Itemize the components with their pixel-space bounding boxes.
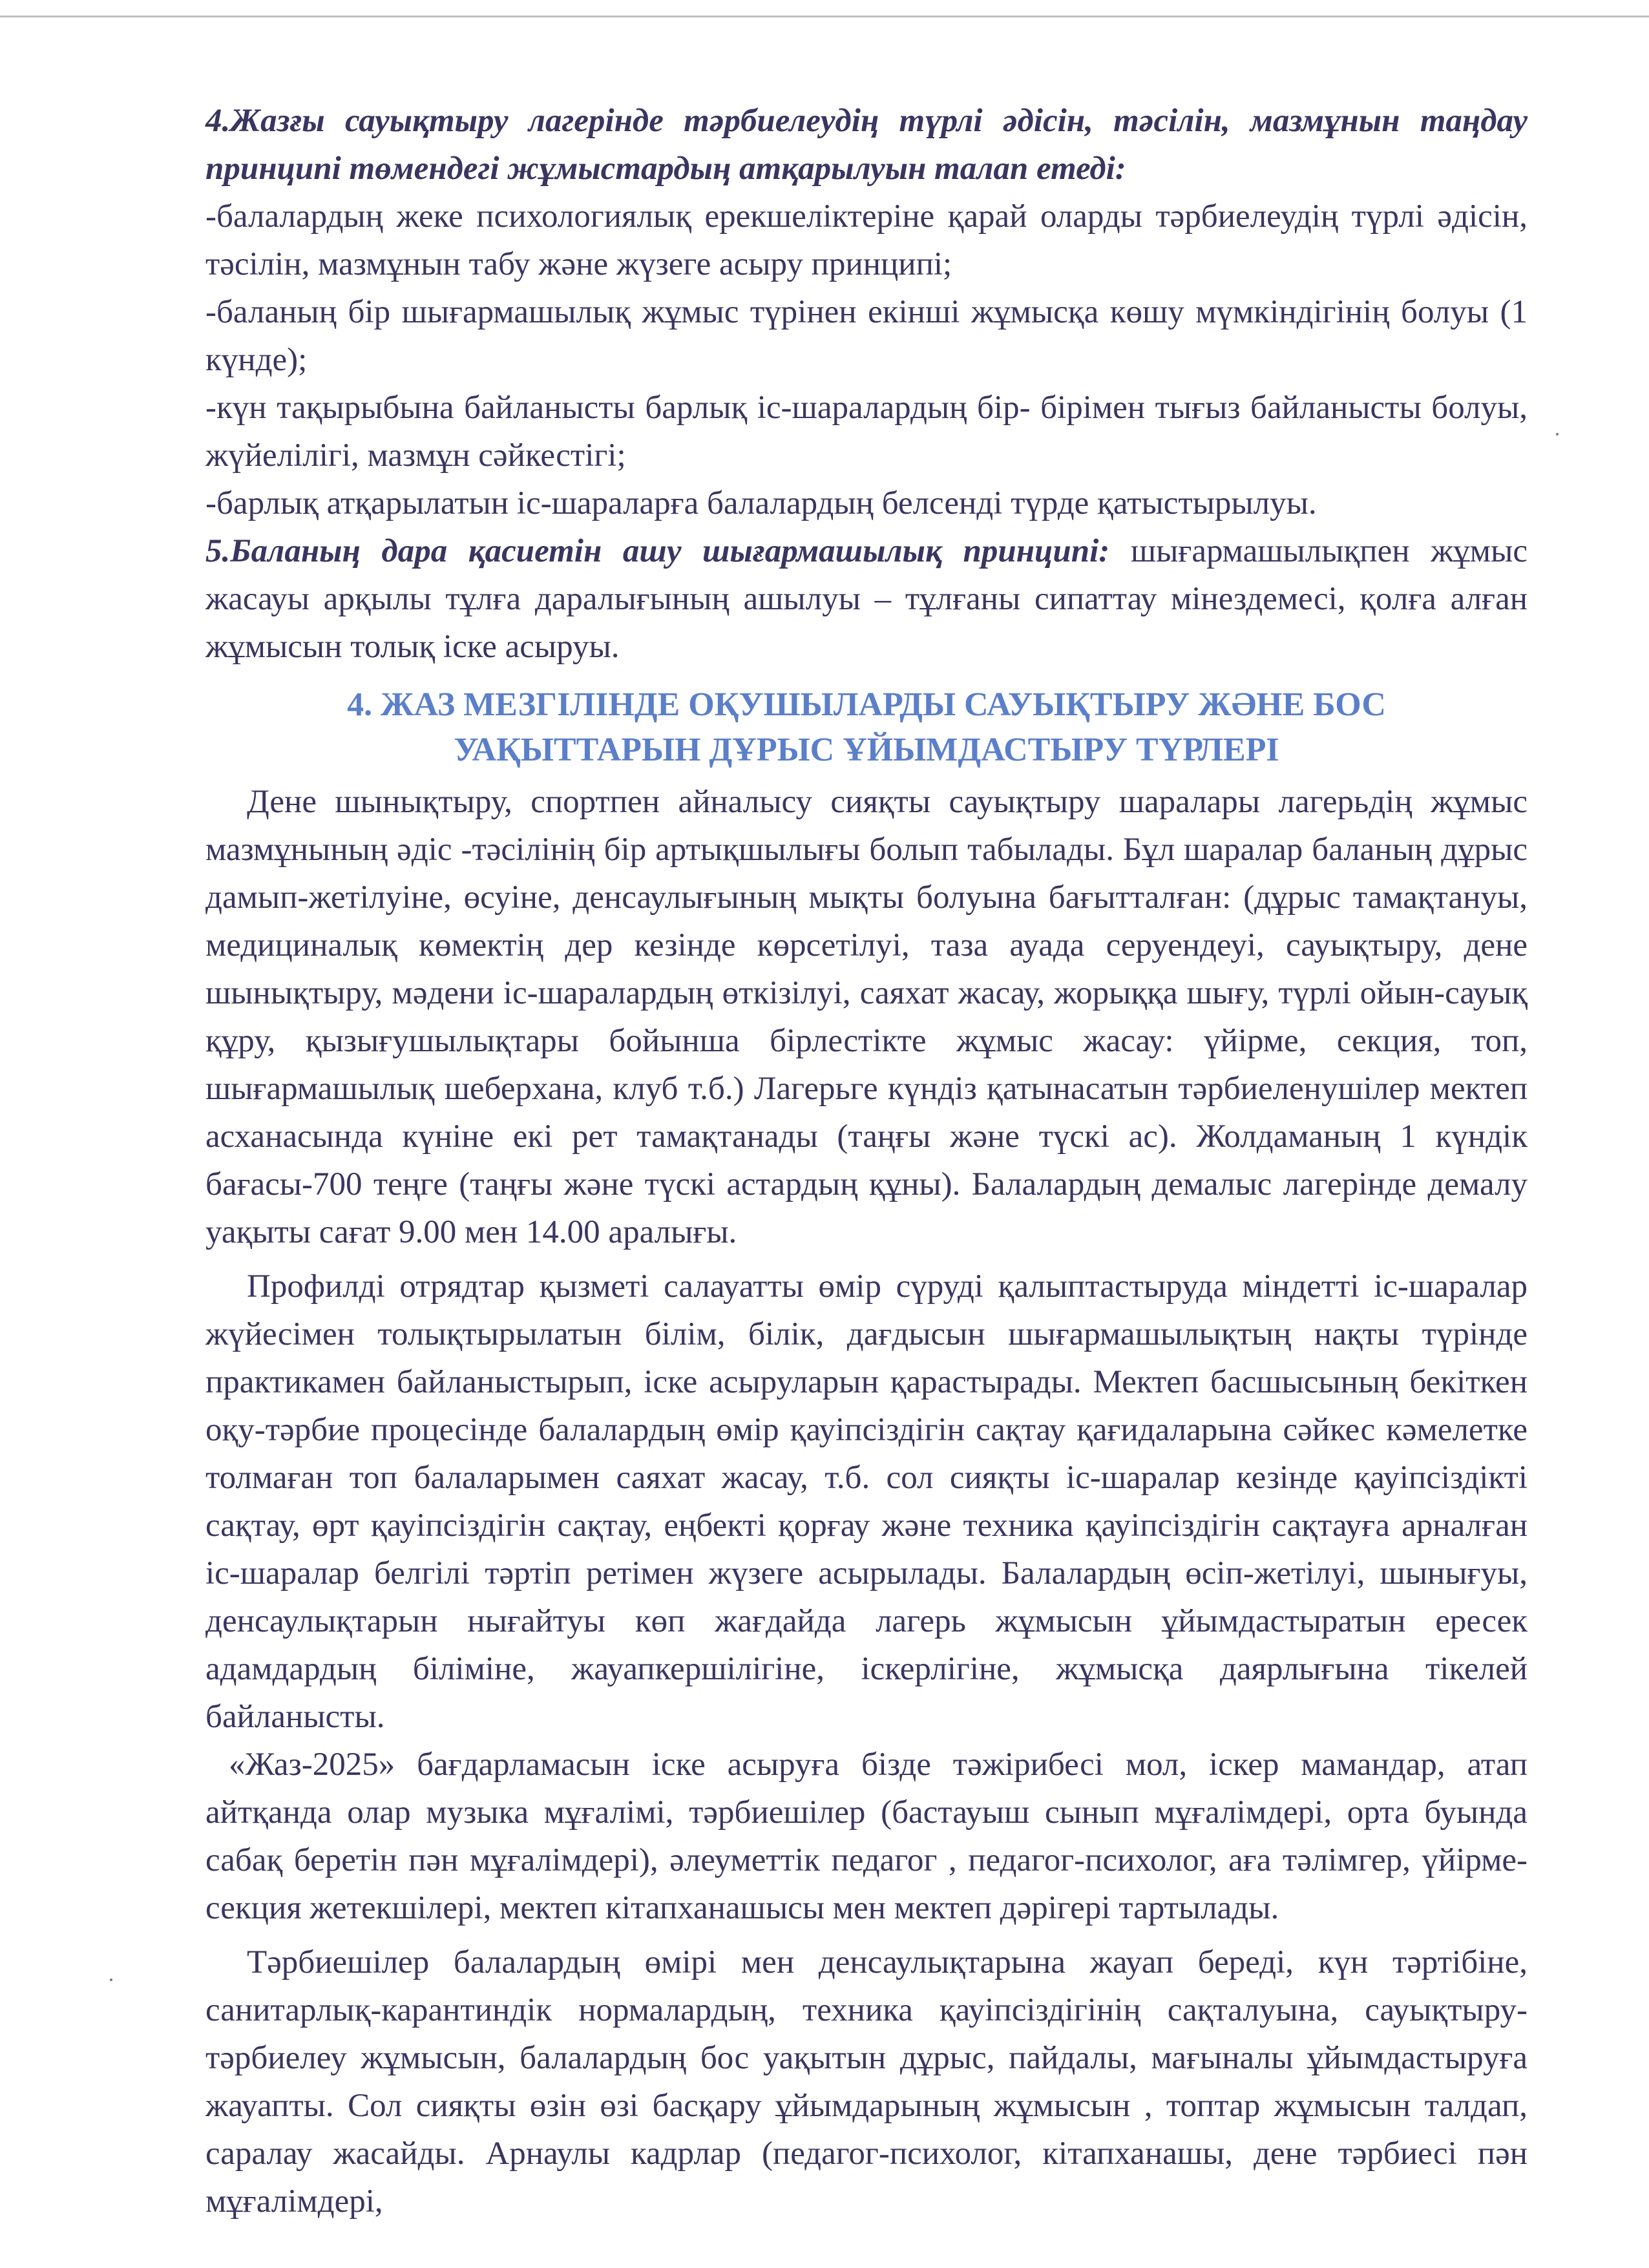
principle-4-heading: 4.Жазғы сауықтыру лагерінде тәрбиелеудің түрлі әдісін, тәсілін, мазмұнын таңдау принципі төмендегі жұмыстардың атқарылуын талап етеді: bbox=[205, 103, 1528, 187]
principle-4-block bbox=[205, 97, 1528, 193]
principle-5-text: шығармашылықпен жұмыс жасауы арқылы тұлға даралығының ашылуы – тұлғаны сипаттау мінездемесі, қолға алған жұмысын толық іске асыруы. bbox=[205, 533, 1528, 665]
principle-5-heading: 5.Баланың дара қасиетін ашу шығармашылық принципі: bbox=[205, 533, 1110, 569]
principle-4-item: -баланың бір шығармашылық жұмыс түрінен екінші жұмысқа көшу мүмкіндігінің болуы (1 күнде); bbox=[205, 294, 1528, 378]
chapter-4-title-line-2: УАҚЫТТАРЫН ДҰРЫС ҰЙЫМДАСТЫРУ ТҮРЛЕРІ bbox=[454, 731, 1279, 768]
document-page bbox=[205, 97, 1528, 2225]
principle-4-item: -балалардың жеке психологиялық ерекшеліктеріне қарай оларды тәрбиелеудің түрлі әдісін, тәсілін, мазмұнын табу және жүзеге асыру принципі; bbox=[205, 198, 1528, 282]
chapter-4-title bbox=[205, 682, 1528, 773]
chapter-4-paragraph: Дене шынықтыру, спортпен айналысу сияқты сауықтыру шаралары лагерьдің жұмыс мазмұнының әдіс -тәсілінің бір артықшылығы болып табылады. Бұл шаралар баланың дұрыс дамып-жетілуіне, өсуіне, денсаулығының мықты болуына бағытталған: (дұрыс тамақтануы, медициналық көмектің дер кезінде көрсетілуі, таза ауада серуендеуі, сауықтыру, дене шынықтыру, мәдени іс-шаралардың өткізілуі, саяхат жасау, жорыққа шығу, түрлі ойын-сауық құру, қызығушылықтары бойынша бірлестікте жұмыс жасау: үйірме, секция, топ, шығармашылық шеберхана, клуб т.б.) Лагерьге күндіз қатынасатын тәрбиеленушілер мектеп асханасында күніне екі рет тамақтанады (таңғы және түскі ас). Жолдаманың 1 күндік бағасы-700 теңге (таңғы және түскі астардың құны). Балалардың демалыс лагерінде демалу уақыты сағат 9.00 мен 14.00 аралығы. bbox=[205, 784, 1528, 1250]
chapter-4-paragraph: «Жаз-2025» бағдарламасын іске асыруға бізде тәжірибесі мол, іскер мамандар, атап айтқанда олар музыка мұғалімі, тәрбиешілер (бастауыш сынып мұғалімдері, орта буында сабақ беретін пән мұғалімдері), әлеуметтік педагог , педагог-психолог, аға тәлімгер, үйірме-секция жетекшілері, мектеп кітапханашысы мен мектеп дәрігері тартылады. bbox=[205, 1747, 1528, 1926]
principle-5-block bbox=[205, 527, 1528, 671]
chapter-4-paragraph: Тәрбиешілер балалардың өмірі мен денсаулықтарына жауап береді, күн тәртібіне, санитарлық-карантиндік нормалардың, техника қауіпсіздігінің сақталуына, сауықтыру-тәрбиелеу жұмысын, балалардың бос уақытын дұрыс, пайдалы, мағыналы ұйымдастыруға жауапты. Сол сияқты өзін өзі басқару ұйымдарының жұмысын , топтар жұмысын талдап, саралау жасайды. Арнаулы кадрлар (педагог-психолог, кітапханашы, дене тәрбиесі пән мұғалімдері, bbox=[205, 1944, 1528, 2220]
chapter-4-paragraph: Профилді отрядтар қызметі салауатты өмір сүруді қалыптастыруда міндетті іс-шаралар жүйесімен толықтырылатын білім, білік, дағдысын шығармашылықтың нақты түрінде практикамен байланыстырып, іске асыруларын қарастырады. Мектеп басшысының бекіткен оқу-тәрбие процесінде балалардың өмір қауіпсіздігін сақтау қағидаларына сәйкес кәмелетке толмаған топ балаларымен саяхат жасау, т.б. сол сияқты іс-шаралар кезінде қауіпсіздікті сақтау, өрт қауіпсіздігін сақтау, еңбекті қорғау және техника қауіпсіздігін сақтауға арналған іс-шаралар белгілі тәртіп ретімен жүзеге асырылады. Балалардың өсіп-жетілуі, шынығуы, денсаулықтарын нығайтуы көп жағдайда лагерь жұмысын ұйымдастыратын ересек адамдардың біліміне, жауапкершілігіне, іскерлігіне, жұмысқа даярлығына тікелей байланысты. bbox=[205, 1268, 1528, 1735]
chapter-4-title-line-1: 4. ЖАЗ МЕЗГІЛІНДЕ ОҚУШЫЛАРДЫ САУЫҚТЫРУ ЖӘНЕ БОС bbox=[347, 686, 1386, 723]
scan-speck bbox=[1556, 433, 1559, 436]
scan-top-edge bbox=[0, 16, 1649, 17]
scan-speck bbox=[110, 1979, 112, 1981]
principle-4-item: -күн тақырыбына байланысты барлық іс-шаралардың бір- бірімен тығыз байланысты болуы, жүйелілігі, мазмұн сәйкестігі; bbox=[205, 390, 1528, 474]
principle-4-item: -барлық атқарылатын іс-шараларға балалардың белсенді түрде қатыстырылуы. bbox=[205, 485, 1317, 521]
